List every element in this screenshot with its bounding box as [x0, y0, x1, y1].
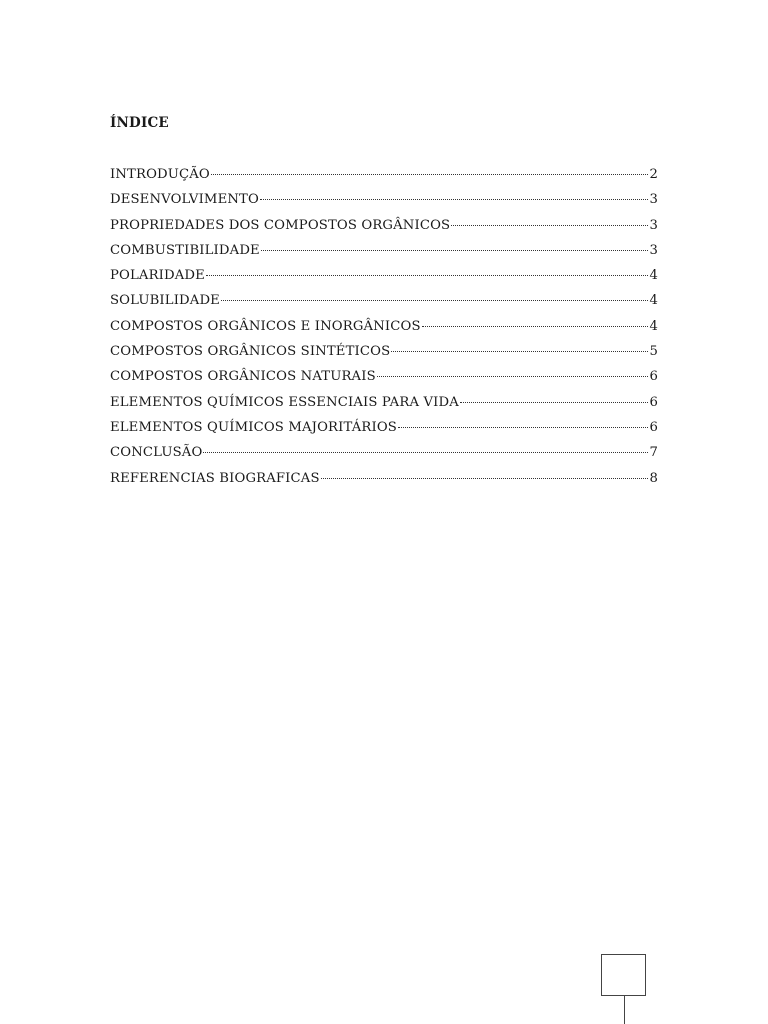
dot-leader [451, 225, 648, 226]
toc-entry-title: SOLUBILIDADE [110, 293, 220, 309]
toc-heading: ÍNDICE [110, 115, 169, 131]
toc-entry [110, 318, 658, 343]
toc-entry-title: DESENVOLVIMENTO [110, 192, 259, 208]
toc-entry-title: INTRODUÇÃO [110, 167, 210, 182]
toc-entry-title: COMBUSTIBILIDADE [110, 242, 260, 258]
toc-entry-page: 2 [649, 167, 658, 182]
toc-entry [110, 419, 658, 444]
toc-entry-title: ELEMENTOS QUÍMICOS MAJORITÁRIOS [110, 419, 397, 435]
toc-entry-page: 3 [649, 242, 658, 258]
dot-leader [260, 199, 649, 200]
dot-leader [221, 300, 648, 301]
dot-leader [422, 326, 649, 327]
page-number-box-stem [624, 996, 625, 1024]
dot-leader [206, 275, 649, 276]
dot-leader [391, 351, 648, 352]
toc-entry-page: 4 [649, 293, 658, 309]
toc-entry-title: ELEMENTOS QUÍMICOS ESSENCIAIS PARA VIDA [110, 394, 459, 410]
toc-entry-title: COMPOSTOS ORGÂNICOS SINTÉTICOS [110, 344, 391, 360]
toc-entry-page: 6 [649, 394, 658, 410]
toc-entry-title: COMPOSTOS ORGÂNICOS E INORGÂNICOS [110, 318, 421, 334]
toc-entry [110, 470, 658, 495]
toc-entry-title: REFERENCIAS BIOGRAFICAS [110, 470, 320, 486]
dot-leader [261, 250, 649, 251]
toc-entry-page: 4 [649, 268, 658, 284]
toc-entry-title: PROPRIEDADES DOS COMPOSTOS ORGÂNICOS [110, 217, 451, 233]
toc-entry-title: POLARIDADE [110, 268, 205, 284]
toc-entry-page: 3 [649, 192, 658, 208]
page-number-box [601, 954, 646, 996]
toc-entry [110, 166, 658, 191]
toc-entry-title: COMPOSTOS ORGÂNICOS NATURAIS [110, 369, 376, 385]
dot-leader [203, 452, 648, 453]
toc-list [110, 166, 658, 495]
toc-entry [110, 242, 658, 267]
toc-entry-page: 6 [649, 419, 658, 435]
toc-entry-page: 7 [649, 445, 658, 461]
toc-entry [110, 394, 658, 419]
dot-leader [460, 402, 649, 403]
toc-entry [110, 217, 658, 242]
dot-leader [377, 376, 649, 377]
dot-leader [211, 174, 649, 175]
toc-entry [110, 292, 658, 317]
toc-entry [110, 444, 658, 469]
toc-entry-page: 5 [649, 344, 658, 360]
toc-entry [110, 267, 658, 292]
toc-entry-page: 3 [649, 217, 658, 233]
dot-leader [398, 427, 648, 428]
toc-entry-page: 6 [649, 369, 658, 385]
toc-entry-title: CONCLUSÃO [110, 445, 203, 461]
toc-entry-page: 4 [649, 318, 658, 334]
toc-entry [110, 191, 658, 216]
toc-entry [110, 368, 658, 393]
dot-leader [321, 478, 649, 479]
toc-entry-page: 8 [649, 470, 658, 486]
toc-entry [110, 343, 658, 368]
